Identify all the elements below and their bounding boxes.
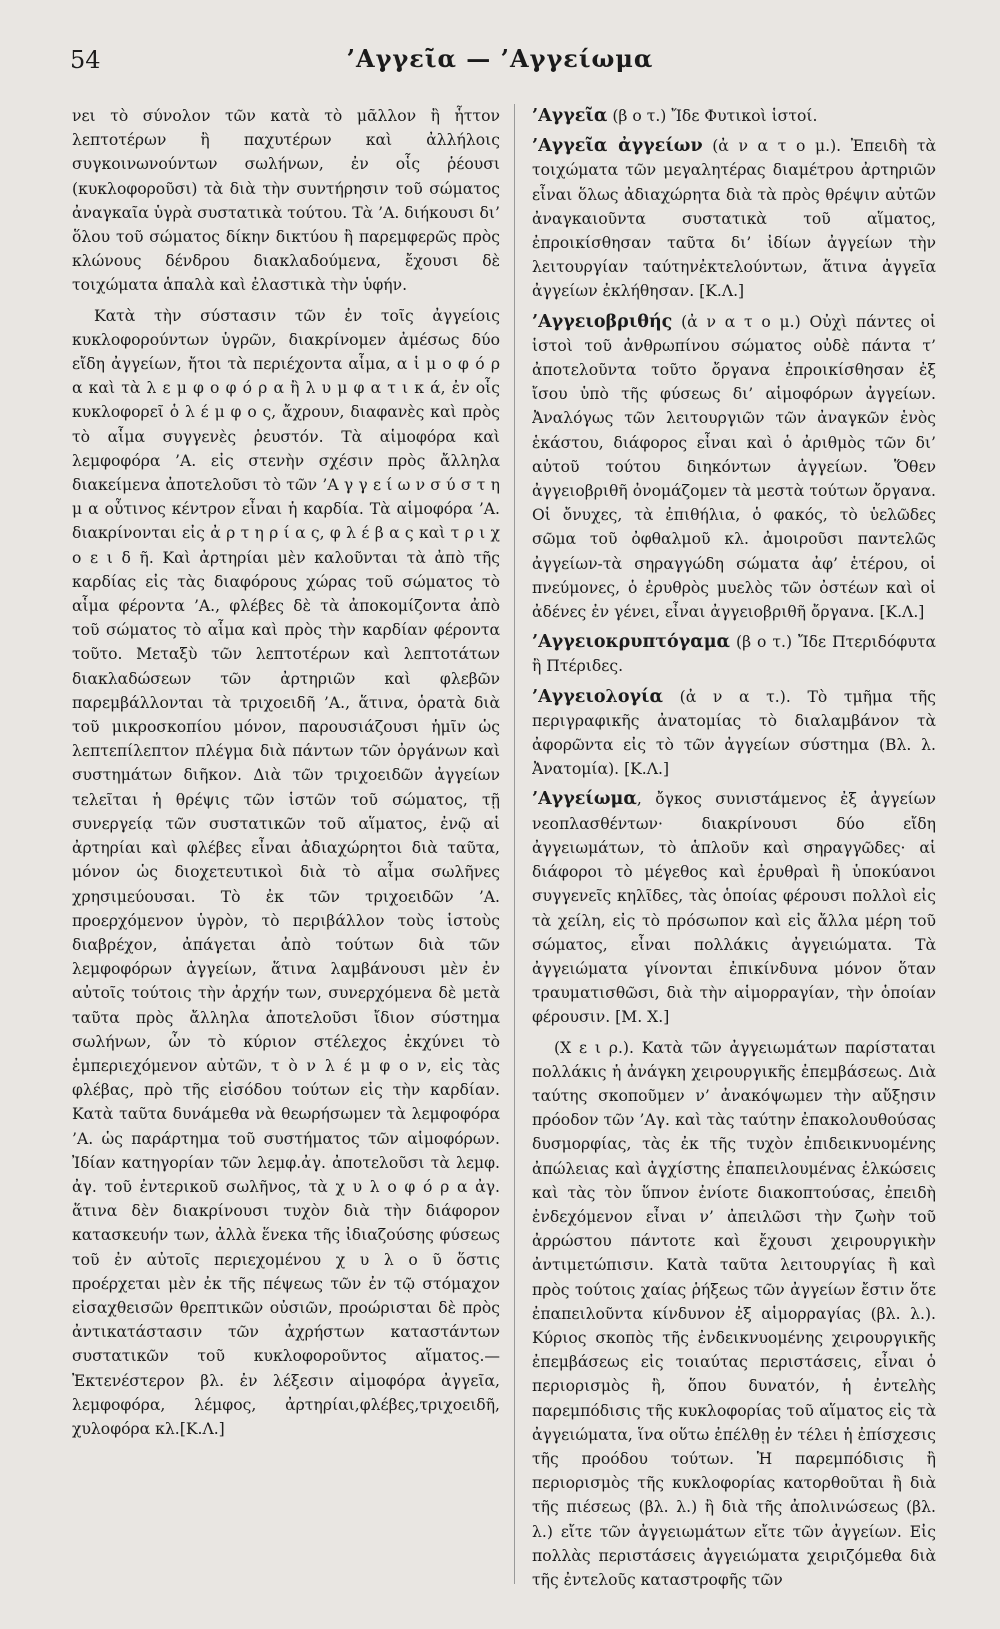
entry-headword: ’Αγγείωμα (532, 789, 637, 810)
entry (532, 104, 936, 128)
entry (532, 630, 936, 678)
entry-headword: ’Αγγειολογία (532, 686, 663, 707)
entry (532, 787, 936, 1029)
entry-text: (ἀ ν α τ ο μ.) Οὐχὶ πάντες οἱ ἱστοὶ τοῦ ἀνθρωπίνου σώματος οὐδὲ πάντα τ’ ἀποτελοῦντα τοῦτο ὄργανα ἐπροικίσθησαν ἐξ ἴσου ὑπὸ τῆς φύσεως δι’ αἱμοφόρων ἀγγείων. Ἀναλόγως τῶν λειτουργιῶν τῶν ἀναγκῶν ἑνὸς ἑκάστου, διάφορος εἶναι καὶ ὁ ἀριθμὸς τῶν δι’ αὐτοῦ τούτου διηκόντων ἀγγείων. Ὅθεν ἀγγειοβριθῆ ὀνομάζομεν τὰ μεστὰ τούτων ὄργανα. Οἱ ὄνυχες, τὰ ἐπιθήλια, ὁ φακός, τὸ ὑελῶδες σῶμα τοῦ ὀφθαλμοῦ κλ. ἀμοιροῦσι παντελῶς ἀγγείων-τὰ σηραγγώδη σώματα ἀφ’ ἑτέρου, οἱ πνεύμονες, ὁ ἐρυθρὸς μυελὸς τῶν ὀστέων καὶ οἱ ἀδένες ἐν γένει, εἶναι ἀγγειοβριθῆ ὄργανα. [Κ.Λ.] (532, 312, 936, 622)
entry (532, 310, 936, 625)
entry-text: (β ο τ.) Ἴδε Φυτικοὶ ἱστοί. (607, 107, 818, 125)
entry-text: (ἀ ν α τ.). Τὸ τμῆμα τῆς περιγραφικῆς ἀνατομίας τὸ διαλαμβάνον τὰ ἀφορῶντα εἰς τὸ τῶν ἀγγείων σύστημα (Βλ. λ. Ἀνατομία). [Κ.Λ.] (532, 687, 936, 779)
entry (532, 1036, 936, 1593)
entry-headword: ’Αγγειοκρυπτόγαμα (532, 632, 731, 653)
entry-text: , ὄγκος συνιστάμενος ἐξ ἀγγείων νεοπλασθέντων· διακρίνουσι δύο εἴδη ἀγγειωμάτων, τὸ ἁπλοῦν καὶ σηραγγῶδες· αἱ διάφοροι τὸ μέγεθος καὶ ἐρυθραὶ ἢ ὑποκύανοι συγγενεῖς κηλῖδες, τὰς ὁποίας φέρουσι πολλοὶ εἰς τὰ χείλη, εἰς τὸ πρόσωπον καὶ εἰς ἄλλα μέρη τοῦ σώματος, εἶναι πολλάκις ἀγγειώματα. Τὰ ἀγγειώματα γίνονται ἐπικίνδυνα μόνον ὅταν τραυματισθῶσι, διὰ τὴν αἱμορραγίαν, τὴν ὁποίαν φέρουσιν. [Μ. Χ.] (532, 790, 936, 1027)
entry-headword: ’Αγγεῖα (532, 106, 608, 126)
entry-headword: ’Αγγειοβριθής (532, 311, 673, 332)
entry-text: (ἀ ν α τ ο μ.). Ἐπειδὴ τὰ τοιχώματα τῶν μεγαλητέρας διαμέτρου ἀρτηριῶν εἶναι ὅλως ἀδιαχώρητα διὰ τὰ πρὸς θρέψιν αὐτῶν ἀναγκαιοῦντα συστατικὰ τοῦ αἵματος, ἐπροικίσθησαν ταῦτα δι’ ἰδίων ἀγγείων τὴν λειτουργίαν ταύτηνἐκτελούντων, ἅτινα ἀγγεῖα ἀγγείων ἐκλήθησαν. [Κ.Λ.] (532, 137, 936, 301)
entry (532, 134, 936, 303)
entry-headword: ’Αγγεῖα ἀγγείων (532, 136, 703, 157)
paragraph: Κατὰ τὴν σύστασιν τῶν ἐν τοῖς ἀγγείοις κυκλοφορούντων ὑγρῶν, διακρίνομεν ἀμέσως δύο εἴδη ἀγγείων, ἤτοι τὰ περιέχοντα αἷμα, α ἱ μ ο φ ό ρ α καὶ τὰ λ ε μ φ ο φ ό ρ α ἢ λ υ μ φ α τ ι κ ά, ἐν οἷς κυκλοφορεῖ ὁ λ έ μ φ ο ς, ἄχρουν, διαφανὲς καὶ πρὸς τὸ αἷμα συγγενὲς ῥευστόν. Τὰ αἱμοφόρα καὶ λεμφοφόρα ’Α. εἰς στενὴν σχέσιν πρὸς ἄλληλα διακείμενα ἀποτελοῦσι τὸ τῶν ’Α γ γ ε ί ω ν σ ύ σ τ η μ α οὗτινος κέντρον εἶναι ἡ καρδία. Τὰ αἱμοφόρα ’Α. διακρίνονται εἰς ἀ ρ τ η ρ ί α ς, φ λ έ β α ς καὶ τ ρ ι χ ο ε ι δ ῆ. Καὶ ἀρτηρίαι μὲν καλοῦνται τὰ ἀπὸ τῆς καρδίας εἰς τὰς διαφόρους χώρας τοῦ σώματος τὸ αἷμα φέροντα ’Α., φλέβες δὲ τὰ ἀποκομίζοντα ἀπὸ τοῦ σώματος τὸ αἷμα καὶ πρὸς τὴν καρδίαν φέροντα τοῦτο. Μεταξὺ τῶν λεπτοτέρων καὶ λεπτοτάτων διακλαδώσεων τῶν ἀρτηριῶν καὶ φλεβῶν παρεμβάλλονται τὰ τριχοειδῆ ’Α., ἅτινα, ὁρατὰ διὰ τοῦ μικροσκοπίου μόνον, παρουσιάζουσι ἡμῖν ὡς λεπτεπίλεπτον πλέγμα διὰ πάντων τῶν ὀργάνων καὶ συστημάτων διῆκον. Διὰ τῶν τριχοειδῶν ἀγγείων τελεῖται ἡ θρέψις τῶν ἱστῶν τοῦ σώματος, τῇ συνεργείᾳ τῶν συστατικῶν τοῦ αἵματος, ἐνῷ αἱ ἀρτηρίαι καὶ φλέβες εἶναι ἀδιαχώρητοι διὰ ταῦτα, μόνον ὡς διοχετευτικοὶ διὰ τὸ αἷμα σωλῆνες χρησιμεύουσαι. Τὸ ἐκ τῶν τριχοειδῶν ’Α. προερχόμενον ὑγρὸν, τὸ περιβάλλον τοὺς ἱστοὺς διαβρέχον, ἀπάγεται ἀπὸ τούτων διὰ τῶν λεμφοφόρων ἀγγείων, ἅτινα λαμβάνουσι μὲν ἐν αὐτοῖς τούτοις τὴν ἀρχήν των, συνερχόμενα δὲ μετὰ ταῦτα πρὸς ἄλληλα ἀποτελοῦσι ἴδιον σύστημα σωλήνων, ὧν τὸ κύριον στέλεχος ἐκχύνει τὸ ἐμπεριεχόμενον αὐτῶν, τ ὸ ν λ έ μ φ ο ν, εἰς τὰς φλέβας, πρὸ τῆς εἰσόδου τούτων εἰς τὴν καρδίαν. Κατὰ ταῦτα δυνάμεθα νὰ θεωρήσωμεν τὰ λεμφοφόρα ’Α. ὡς παράρτημα τοῦ συστήματος τῶν αἱμοφόρων. Ἰδίαν κατηγορίαν τῶν λεμφ.ἀγ. ἀποτελοῦσι τὰ λεμφ. ἀγ. τοῦ ἐντερικοῦ σωλῆνος, τὰ χ υ λ ο φ ό ρ α ἀγ. ἅτινα δὲν διακρίνουσι τυχὸν διὰ τὴν διάφορον κατασκευήν των, ἀλλὰ ἕνεκα τῆς ἰδιαζούσης φύσεως τοῦ ἐν αὐτοῖς περιεχομένου χ υ λ ο ῦ ὅστις προέρχεται μὲν ἐκ τῆς πέψεως τῶν ἐν τῷ στόμαχον εἰσαχθεισῶν θρεπτικῶν οὐσιῶν, προώρισται δὲ πρὸς ἀντικατάστασιν τῶν ἀχρήστων καταστάντων συστατικῶν τοῦ κυκλοφοροῦντος αἵματος.— Ἐκτενέστερον βλ. ἐν λέξεσιν αἱμοφόρα ἀγγεῖα, λεμφοφόρα, λέμφος, ἀρτηρίαι,φλέβες,τριχοειδῆ, χυλοφόρα κλ.[Κ.Λ.] (72, 306, 500, 1438)
right-column (532, 104, 936, 1619)
entry-text: (Χ ε ι ρ.). Κατὰ τῶν ἀγγειωμάτων παρίσταται πολλάκις ἡ ἀνάγκη χειρουργικῆς ἐπεμβάσεως. Διὰ ταύτης σκοποῦμεν ν’ ἀνακόψωμεν τὴν αὔξησιν πρόοδον τῶν ’Αγ. καὶ τὰς ταύτην ἐπακολουθούσας δυσμορφίας, τὰς ἐκ τῆς τυχὸν ἐπιδεικνυομένης ἀπώλειας καὶ ἀγχίστης ἐπαπειλουμένας ἑλκώσεις καὶ τὰς τὸν ὕπνον ἐνίοτε διακοπτούσας, ἐπειδὴ ἐνδεχόμενον εἶναι ν’ ἀπειλῶσι τὴν ζωὴν τοῦ ἀρρώστου πάντοτε καὶ ἔχουσι χειρουργικὴν ἀντιμετώπισιν. Κατὰ ταῦτα λειτουργίας ἢ καὶ πρὸς τούτοις χαίας ῥήξεως τῶν ἀγγείων ἔστιν ὅτε ἐπαπειλοῦντα κίνδυνον ἐξ αἱμορραγίας (βλ. λ.). Κύριος σκοπὸς τῆς ἐνδεικνυομένης χειρουργικῆς ἐπεμβάσεως εἰς τοιαύτας περιστάσεις, εἶναι ὁ περιορισμὸς ἢ, ὅπου δυνατόν, ἡ ἐντελὴς παρεμπόδισις τῆς κυκλοφορίας τοῦ αἵματος εἰς τὰ ἀγγειώματα, ἵνα οὕτω ἐπέλθῃ ἐν τέλει ἡ ἐπίσχεσις τῆς προόδου τούτων. Ἡ παρεμπόδισις ἢ περιορισμὸς τῆς κυκλοφορίας κατορθοῦται ἢ διὰ τῆς πιέσεως (βλ. λ.) ἢ διὰ τῆς ἀπολινώσεως (βλ. λ.) εἴτε τῶν ἀγγειωμάτων εἴτε τῶν ἀγγείων. Εἰς πολλὰς περιστάσεις ἀγγειώματα χειριζόμεθα διὰ τῆς ἐντελοῦς καταστροφῆς τῶν (532, 1038, 936, 1589)
column-divider (514, 104, 515, 1584)
paragraph: νει τὸ σύνολον τῶν κατὰ τὸ μᾶλλον ἢ ἧττον λεπτοτέρων ἢ παχυτέρων καὶ ἀλλήλοις συγκοινωνούντων σωλήνων, ἐν οἷς ῥέουσι (κυκλοφοροῦσι) τὰ διὰ τὴν συντήρησιν τοῦ σώματος ἀναγκαῖα ὑγρὰ συστατικὰ τούτου. Τὰ ’Α. διήκουσι δι’ ὅλου τοῦ σώματος δίκην δικτύου ἢ παρεμφερῶς πρὸς κλώνους δένδρου διακλαδούμενα, ἔχουσι δὲ τοιχώματα ἁπαλὰ καὶ ἐλαστικὰ τὴν ὑφήν. (72, 107, 500, 295)
left-column (72, 104, 500, 1619)
running-head: ’Αγγεῖα — ’Αγγείωμα (346, 44, 654, 73)
page-header (70, 38, 930, 78)
entry (532, 685, 936, 782)
page-number: 54 (70, 46, 101, 74)
entry-text: (β ο τ.) Ἴδε Πτεριδόφυτα ἢ Πτέριδες. (532, 633, 936, 676)
